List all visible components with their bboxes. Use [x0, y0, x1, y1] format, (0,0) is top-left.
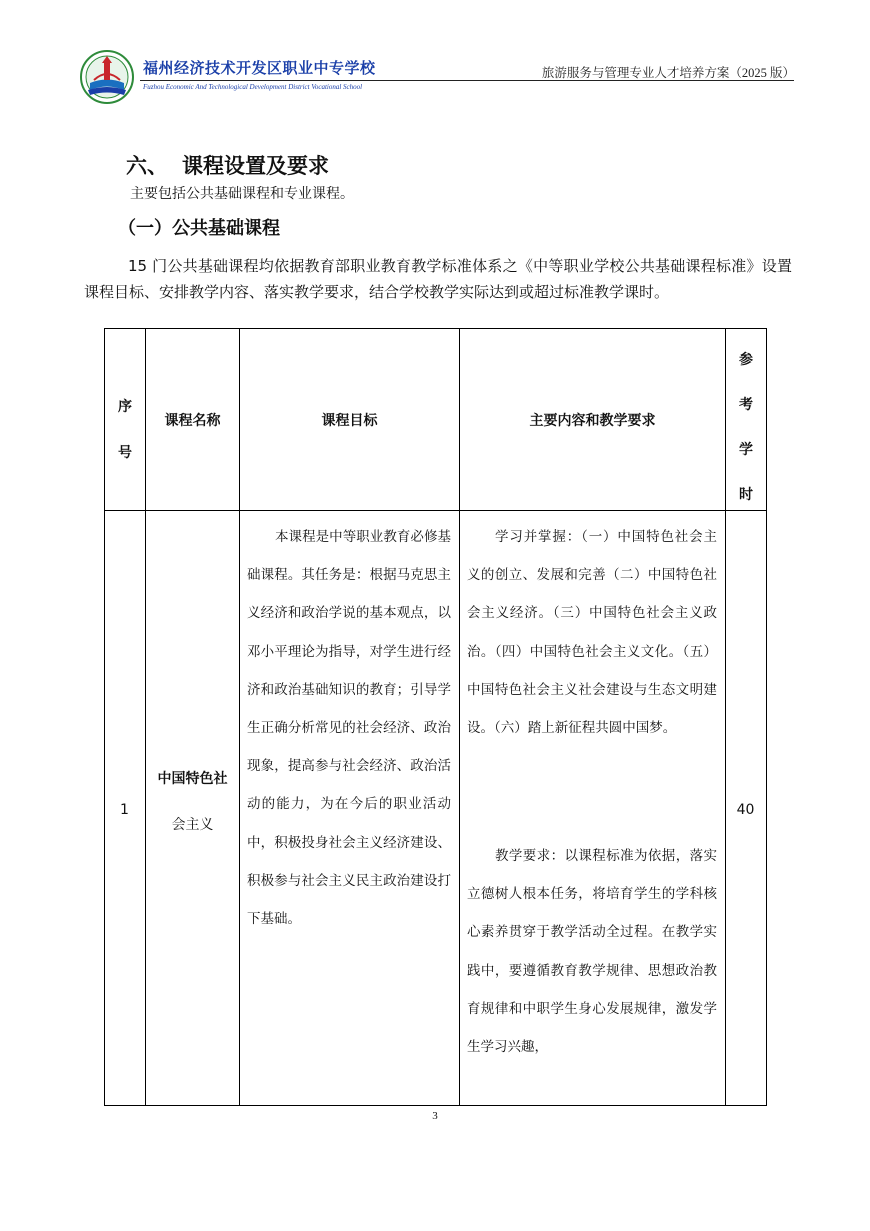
section-intro: 主要包括公共基础课程和专业课程。 — [130, 186, 354, 202]
document-title: 旅游服务与管理专业人才培养方案（2025 版） — [541, 66, 795, 80]
header-divider — [140, 80, 794, 81]
subsection-paragraph: 15 门公共基础课程均依据教育部职业教育教学标准体系之《中等职业学校公共基础课程标准》设置课程目标、安排教学内容、落实教学要求，结合学校教学实际达到或超过标准教学课时。 — [84, 257, 792, 301]
header-course-name: 课程名称 — [164, 413, 221, 429]
header-objective: 课程目标 — [321, 413, 378, 429]
school-name-en: Fuzhou Economic And Technological Development District Vocational School — [143, 83, 363, 91]
row-course-name: 中国特色社 会主义 — [157, 771, 228, 833]
header-seq: 序 号 — [118, 399, 132, 461]
section-title: 课程设置及要求 — [182, 154, 329, 178]
subsection-heading: （一）公共基础课程 — [118, 218, 280, 239]
row-objective: 本课程是中等职业教育必修基础课程。其任务是：根据马克思主义经济和政治学说的基本观点，以邓小平理论为指导，对学生进行经济和政治基础知识的教育；引导学生正确分析常见的社会经济、政治现象，提高参与社会经济、政治活动的能力，为在今后的职业活动中，积极投身社会主义经济建设、积极参与社会主义民主政治建设打下基础。 — [247, 529, 451, 928]
school-logo — [80, 50, 134, 104]
row-content-learning: 学习并掌握：（一）中国特色社会主义的创立、发展和完善（二）中国特色社会主义经济。（三）中国特色社会主义政治。（四）中国特色社会主义文化。（五）中国特色社会主义社会建设与生态文明建设。（六）踏上新征程共圆中国梦。 — [467, 529, 717, 737]
section-heading — [126, 150, 329, 180]
school-name-cn: 福州经济技术开发区职业中专学校 — [143, 59, 376, 77]
row-hours: 40 — [736, 802, 755, 818]
row-content-requirements: 教学要求：以课程标准为依据，落实立德树人根本任务，将培育学生的学科核心素养贯穿于教学活动全过程。在教学实践中，要遵循教育教学规律、思想政治教育规律和中职学生身心发展规律，激发学生学习兴趣， — [467, 848, 717, 1056]
page-number: 3 — [432, 1110, 438, 1122]
row-seq: 1 — [120, 802, 129, 818]
header-hours: 参 考 学 时 — [739, 352, 753, 503]
header-content: 主要内容和教学要求 — [529, 413, 656, 429]
section-number: 六、 — [126, 154, 168, 178]
